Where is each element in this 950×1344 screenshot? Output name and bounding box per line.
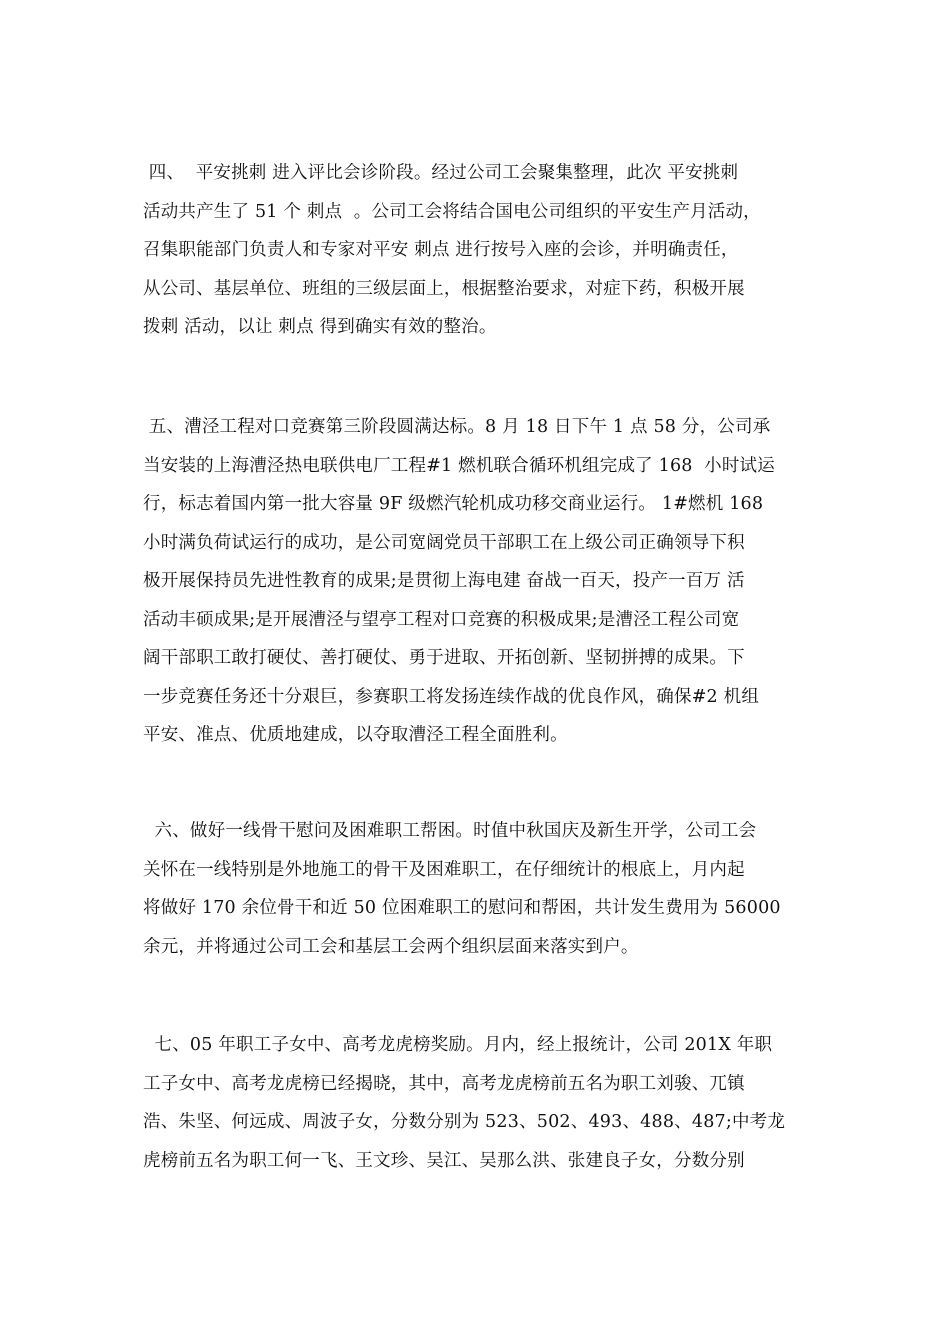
text-line: 五、漕泾工程对口竞赛第三阶段圆满达标。8 月 18 日下午 1 点 58 分，公司承	[143, 417, 771, 437]
text-line: 召集职能部门负责人和专家对平安 刺点 进行按号入座的会诊，并明确责任，	[143, 240, 739, 260]
text-line: 拨刺 活动，以让 刺点 得到确实有效的整治。	[143, 317, 497, 337]
paragraph-section-4	[143, 154, 813, 347]
text-line: 极开展保持员先进性教育的成果;是贯彻上海电建 奋战一百天，投产一百万 活	[143, 571, 745, 591]
text-line: 六、做好一线骨干慰问及困难职工帮困。时值中秋国庆及新生开学，公司工会	[143, 821, 757, 841]
text-line: 活动丰硕成果;是开展漕泾与望亭工程对口竞赛的积极成果;是漕泾工程公司宽	[143, 609, 740, 630]
text-line: 当安装的上海漕泾热电联供电厂工程#1 燃机联合循环机组完成了 168 小时试运	[143, 455, 775, 476]
text-line: 浩、朱坚、何远成、周波子女，分数分别为 523、502、493、488、487;中考龙	[143, 1112, 786, 1132]
text-line: 从公司、基层单位、班组的三级层面上，根据整治要求，对症下药，积极开展	[143, 278, 745, 299]
text-line: 一步竞赛任务还十分艰巨，参赛职工将发扬连续作战的优良作风，确保#2 机组	[143, 686, 760, 707]
text-line: 工子女中、高考龙虎榜已经揭晓，其中，高考龙虎榜前五名为职工刘骏、兀镇	[143, 1073, 745, 1094]
text-line: 余元，并将通过公司工会和基层工会两个组织层面来落实到户。	[143, 936, 639, 957]
text-line: 七、05 年职工子女中、高考龙虎榜奖励。月内，经上报统计，公司 201X 年职	[143, 1035, 773, 1055]
text-line: 小时满负荷试运行的成功，是公司宽阔党员干部职工在上级公司正确领导下积	[143, 532, 745, 553]
text-line: 将做好 170 余位骨干和近 50 位困难职工的慰问和帮困，共计发生费用为 56000	[143, 898, 781, 918]
text-line: 关怀在一线特别是外地施工的骨干及困难职工，在仔细统计的根底上，月内起	[143, 859, 745, 880]
text-line: 行，标志着国内第一批大容量 9F 级燃汽轮机成功移交商业运行。 1#燃机 168	[143, 494, 764, 514]
text-line: 虎榜前五名为职工何一飞、王文珍、吴江、吴那么洪、张建良子女，分数分别	[143, 1150, 745, 1171]
paragraph-section-6	[143, 812, 813, 966]
text-line: 阔干部职工敢打硬仗、善打硬仗、勇于进取、开拓创新、坚韧拼搏的成果。下	[143, 648, 745, 668]
text-line: 四、 平安挑刺 进入评比会诊阶段。经过公司工会聚集整理，此次 平安挑刺	[143, 163, 739, 183]
text-line: 活动共产生了 51 个 刺点 。公司工会将结合国电公司组织的平安生产月活动，	[143, 201, 761, 222]
paragraph-section-5	[143, 408, 813, 755]
text-line: 平安、准点、优质地建成，以夺取漕泾工程全面胜利。	[143, 725, 568, 745]
paragraph-section-7	[143, 1026, 813, 1180]
